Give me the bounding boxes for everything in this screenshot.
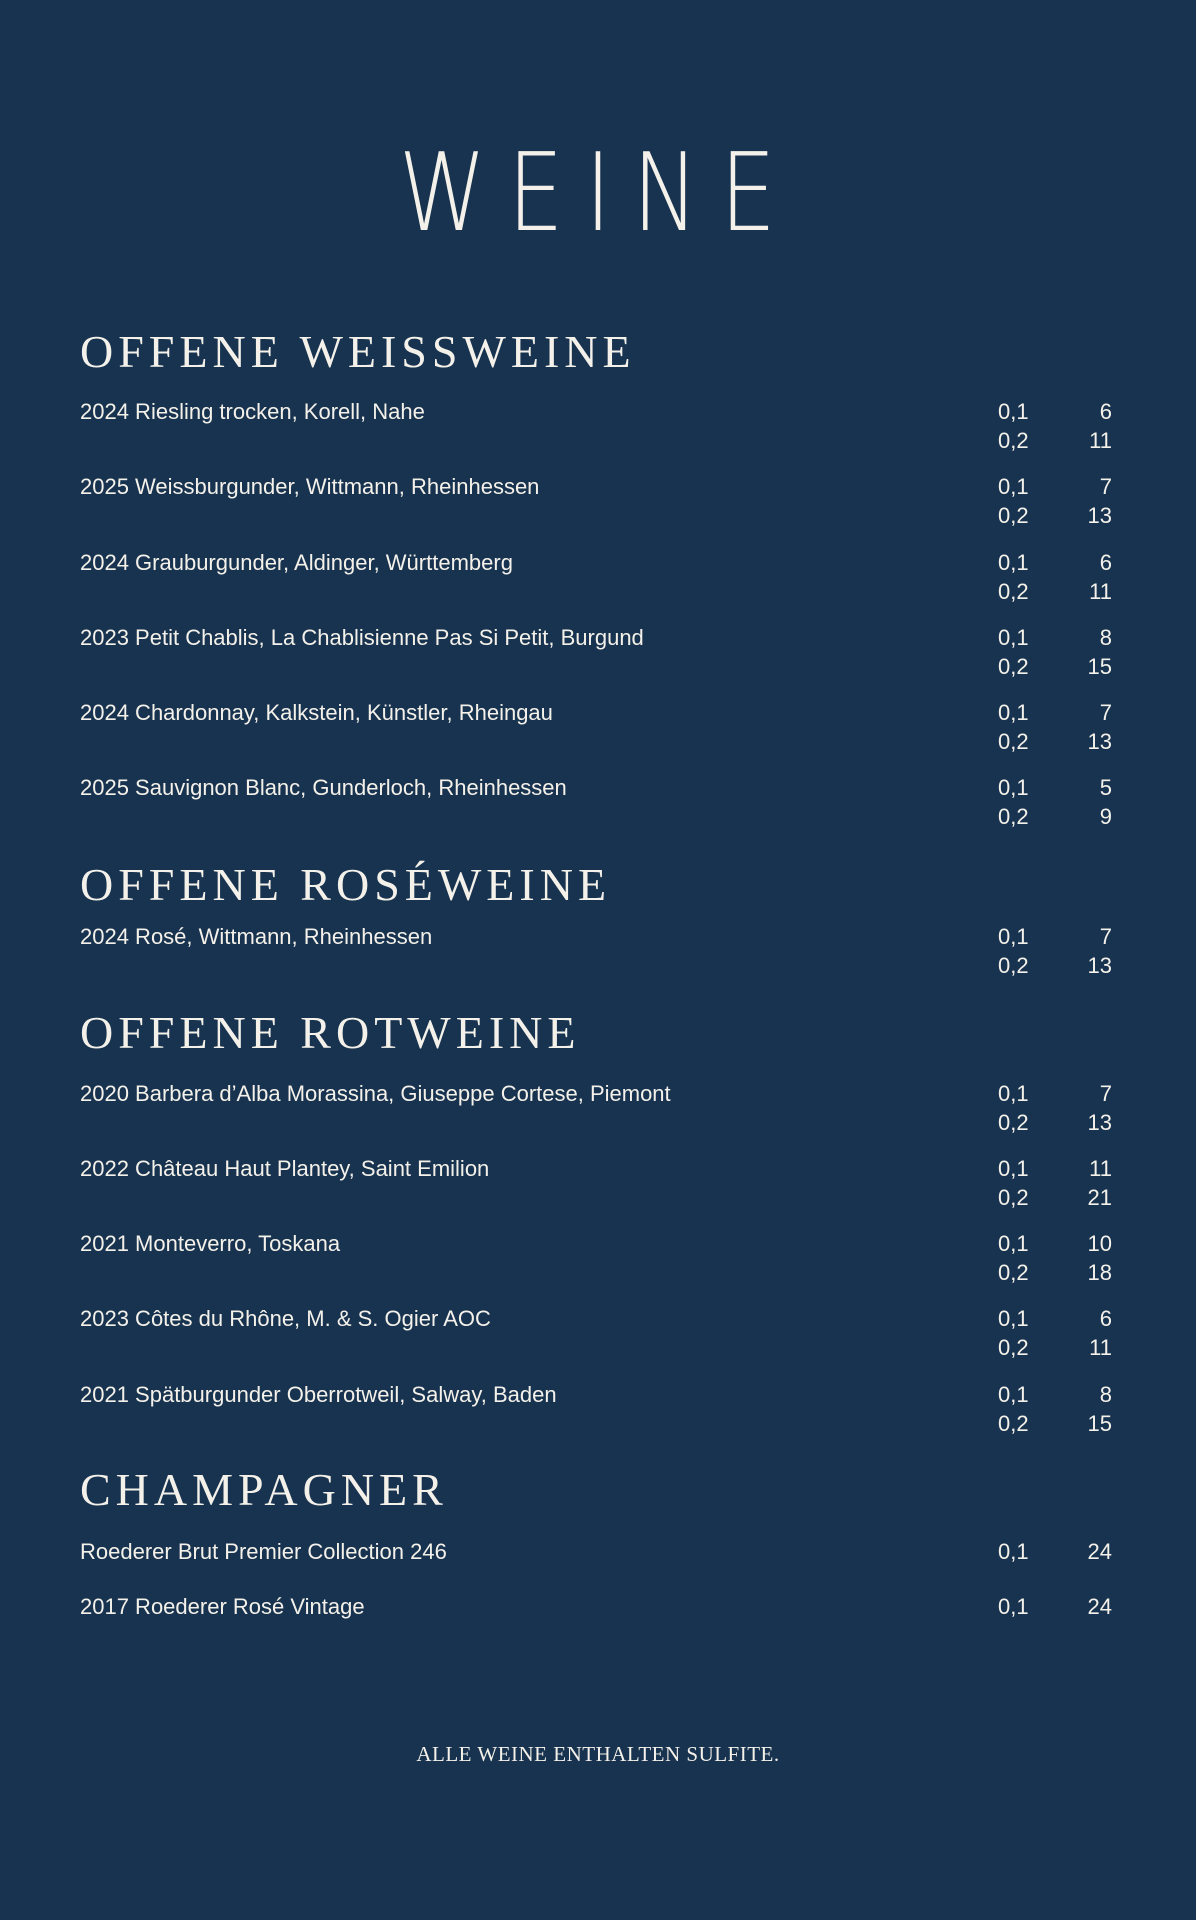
item-volume: 0,2 xyxy=(998,579,1029,604)
item-name: 2017 Roederer Rosé Vintage xyxy=(80,1594,365,1619)
item-volume: 0,2 xyxy=(998,953,1029,978)
section-title-rotweine: OFFENE ROTWEINE xyxy=(80,1007,581,1058)
item-volume: 0,2 xyxy=(998,428,1029,453)
item-price: 7 xyxy=(1099,924,1112,949)
item-name: 2024 Grauburgunder, Aldinger, Württemberg xyxy=(80,550,513,575)
item-name: 2024 Rosé, Wittmann, Rheinhessen xyxy=(80,924,433,949)
item-price: 7 xyxy=(1099,700,1112,725)
item-volume: 0,1 xyxy=(998,924,1029,949)
menu-item xyxy=(80,698,1112,756)
item-name: 2021 Spätburgunder Oberrotweil, Salway, Baden xyxy=(80,1382,557,1407)
menu-item xyxy=(80,623,1112,681)
item-price: 10 xyxy=(1087,1231,1112,1256)
item-price: 6 xyxy=(1099,399,1112,424)
item-volume: 0,1 xyxy=(998,1156,1029,1181)
page-title: WEINE xyxy=(398,131,798,256)
item-volume: 0,1 xyxy=(998,399,1029,424)
item-price: 18 xyxy=(1087,1260,1112,1285)
item-name: 2024 Riesling trocken, Korell, Nahe xyxy=(80,399,425,424)
item-name: 2021 Monteverro, Toskana xyxy=(80,1231,341,1256)
menu-item xyxy=(80,1079,1112,1137)
item-volume: 0,2 xyxy=(998,1411,1029,1436)
menu-item xyxy=(80,1229,1112,1287)
item-volume: 0,1 xyxy=(998,1306,1029,1331)
item-price: 15 xyxy=(1087,654,1112,679)
menu-item xyxy=(80,1304,1112,1362)
item-price: 11 xyxy=(1089,1335,1112,1360)
item-price: 21 xyxy=(1087,1185,1112,1210)
item-volume: 0,1 xyxy=(998,550,1029,575)
item-price: 13 xyxy=(1087,503,1112,528)
item-name: 2023 Petit Chablis, La Chablisienne Pas Si Petit, Burgund xyxy=(80,625,644,650)
item-name: Roederer Brut Premier Collection 246 xyxy=(80,1539,447,1564)
item-name: 2022 Château Haut Plantey, Saint Emilion xyxy=(80,1156,490,1181)
item-volume: 0,2 xyxy=(998,503,1029,528)
item-price: 8 xyxy=(1099,1382,1112,1407)
item-volume: 0,2 xyxy=(998,804,1029,829)
item-price: 9 xyxy=(1099,804,1112,829)
item-volume: 0,2 xyxy=(998,1260,1029,1285)
item-volume: 0,2 xyxy=(998,729,1029,754)
item-name: 2025 Weissburgunder, Wittmann, Rheinhessen xyxy=(80,474,540,499)
item-price: 24 xyxy=(1087,1539,1112,1564)
sulfite-notice: ALLE WEINE ENTHALTEN SULFITE. xyxy=(416,1742,780,1766)
section-title-weissweine: OFFENE WEISSWEINE xyxy=(80,326,636,377)
item-name: 2023 Côtes du Rhône, M. & S. Ogier AOC xyxy=(80,1306,491,1331)
item-price: 11 xyxy=(1089,428,1112,453)
item-price: 7 xyxy=(1099,1081,1112,1106)
item-price: 13 xyxy=(1087,953,1112,978)
item-price: 11 xyxy=(1089,1156,1112,1181)
menu-item xyxy=(80,773,1112,831)
item-name: 2024 Chardonnay, Kalkstein, Künstler, Rheingau xyxy=(80,700,553,725)
item-price: 15 xyxy=(1087,1411,1112,1436)
item-volume: 0,1 xyxy=(998,700,1029,725)
item-price: 7 xyxy=(1099,474,1112,499)
item-price: 11 xyxy=(1089,579,1112,604)
item-name: 2020 Barbera d’Alba Morassina, Giuseppe Cortese, Piemont xyxy=(80,1081,671,1106)
item-volume: 0,1 xyxy=(998,1081,1029,1106)
item-price: 13 xyxy=(1087,729,1112,754)
item-volume: 0,1 xyxy=(998,1594,1029,1619)
menu-item xyxy=(80,548,1112,606)
section-title-champagner: CHAMPAGNER xyxy=(80,1464,448,1515)
menu-item xyxy=(80,1154,1112,1212)
item-volume: 0,1 xyxy=(998,1231,1029,1256)
item-volume: 0,2 xyxy=(998,1185,1029,1210)
menu-item xyxy=(80,922,1112,980)
item-volume: 0,1 xyxy=(998,1382,1029,1407)
menu-item xyxy=(80,397,1112,455)
menu-item xyxy=(80,472,1112,530)
item-price: 8 xyxy=(1099,625,1112,650)
item-volume: 0,1 xyxy=(998,1539,1029,1564)
item-price: 24 xyxy=(1087,1594,1112,1619)
section-title-roseweine: OFFENE ROSÉWEINE xyxy=(80,859,612,910)
item-name: 2025 Sauvignon Blanc, Gunderloch, Rheinhessen xyxy=(80,775,567,800)
menu-item xyxy=(80,1380,1112,1438)
item-volume: 0,1 xyxy=(998,474,1029,499)
menu-item xyxy=(80,1537,1112,1566)
item-price: 13 xyxy=(1087,1110,1112,1135)
item-volume: 0,1 xyxy=(998,625,1029,650)
item-price: 5 xyxy=(1099,775,1112,800)
item-price: 6 xyxy=(1099,550,1112,575)
item-volume: 0,2 xyxy=(998,1110,1029,1135)
item-volume: 0,2 xyxy=(998,1335,1029,1360)
item-volume: 0,2 xyxy=(998,654,1029,679)
menu-item xyxy=(80,1592,1112,1621)
item-volume: 0,1 xyxy=(998,775,1029,800)
item-price: 6 xyxy=(1099,1306,1112,1331)
